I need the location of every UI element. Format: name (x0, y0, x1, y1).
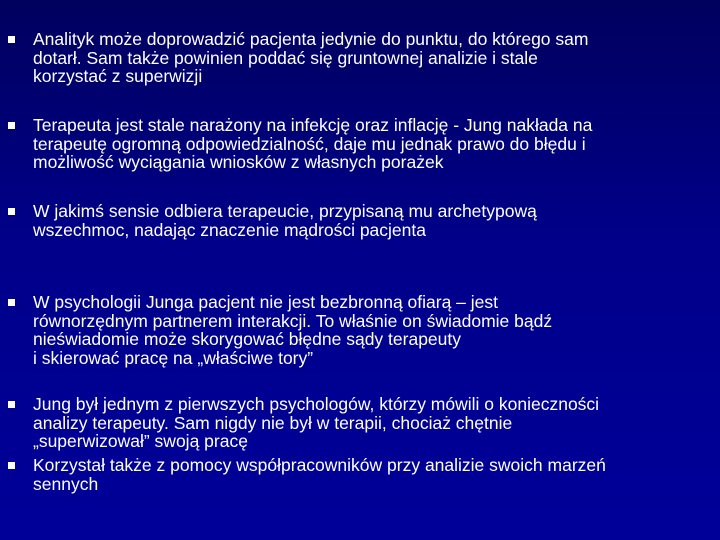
square-bullet-icon (8, 299, 15, 306)
bullet-text: Analityk może doprowadzić pacjenta jedynie do punktu, do którego sam dotarł. Sam także powinien poddać się gruntownej analizie i stale korzystać z superwizji (33, 29, 589, 86)
square-bullet-icon (8, 401, 15, 408)
bullet-text: W psychologii Junga pacjent nie jest bezbronną ofiarą – jest równorzędnym partnerem interakcji. To właśnie on świadomie bądź nieświadomie może skorygować błędne sądy terapeuty i skierować pracę na „właściwe tory” (33, 292, 553, 368)
square-bullet-icon (8, 208, 15, 215)
bullet-text: Terapeuta jest stale narażony na infekcję oraz inflację - Jung nakłada na terapeutę ogromną odpowiedzialność, daje mu jednak prawo do błędu i możliwość wyciągania wniosków z własnych porażek (33, 115, 593, 172)
square-bullet-icon (8, 122, 15, 129)
square-bullet-icon (8, 36, 15, 43)
bullet-text: Korzystał także z pomocy współpracowników przy analizie swoich marzeń sennych (33, 455, 606, 494)
bullet-text: Jung był jednym z pierwszych psychologów, którzy mówili o konieczności analizy terapeuty. Sam nigdy nie był w terapii, chociaż chętnie „superwizował” swoją pracę (33, 394, 600, 451)
square-bullet-icon (8, 462, 15, 469)
bullet-text: W jakimś sensie odbiera terapeucie, przypisaną mu archetypową wszechmoc, nadając znaczenie mądrości pacjenta (33, 201, 537, 240)
